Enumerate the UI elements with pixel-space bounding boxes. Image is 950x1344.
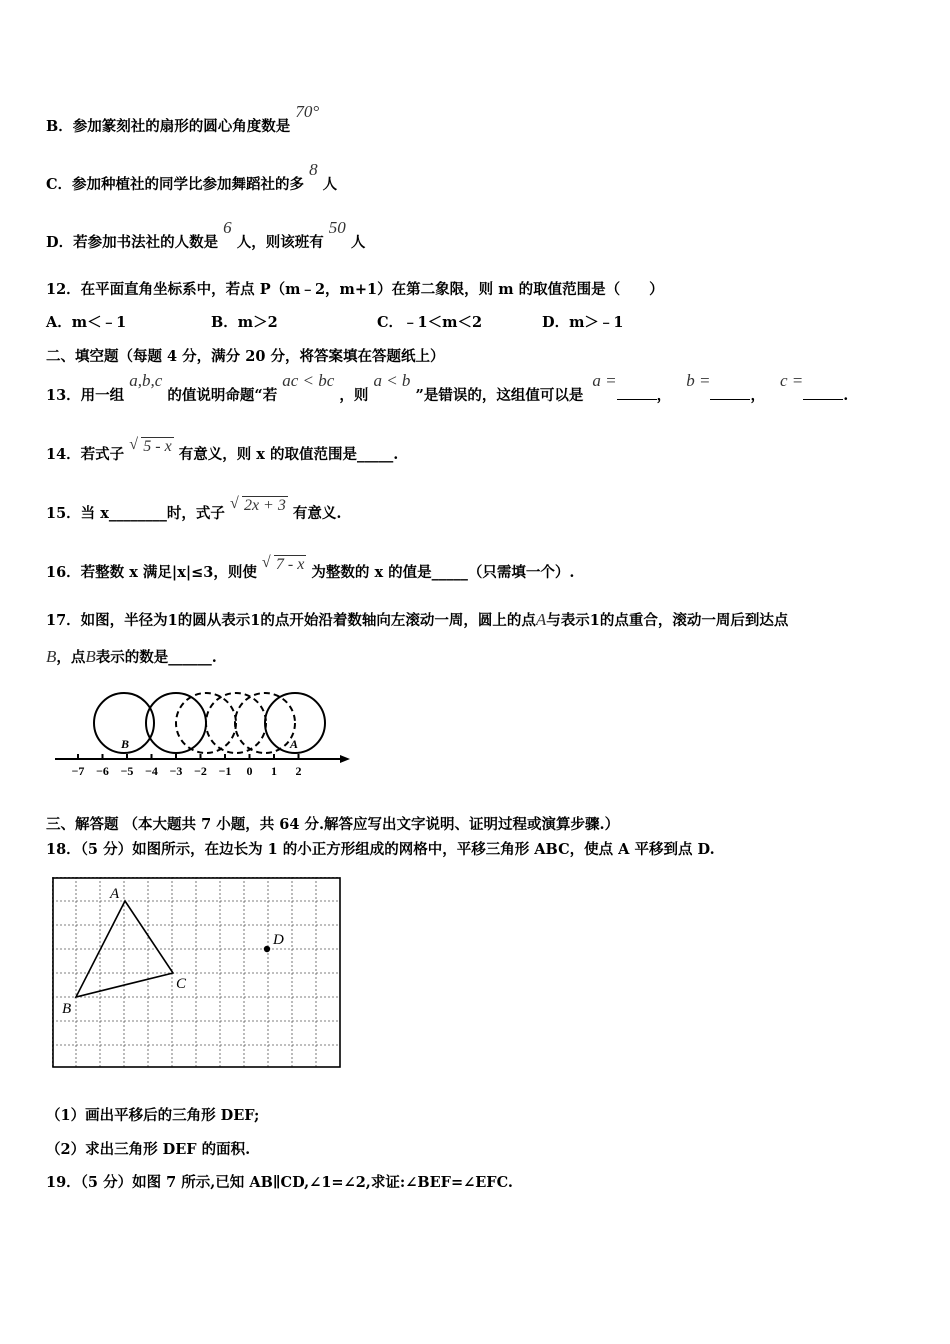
tick-label: −6 bbox=[96, 764, 109, 778]
section-2-heading: 二、填空题（每题 4 分，满分 20 分，将答案填在答题纸上） bbox=[46, 348, 445, 365]
vertex-label-b: B bbox=[62, 1001, 72, 1017]
q15-radical: √ 2x + 3 bbox=[229, 495, 286, 514]
q14-radicand: 5 - x bbox=[143, 438, 172, 455]
q16-text1: 16．若整数 x 满足|x|≤3，则使 bbox=[46, 564, 257, 581]
tick-label: −4 bbox=[145, 764, 158, 778]
q13-text1: 13．用一组 bbox=[46, 387, 125, 404]
q13-condition: ac < bc bbox=[282, 371, 335, 390]
q11-option-c bbox=[46, 160, 338, 195]
q13-a-label: a = bbox=[592, 371, 617, 390]
q16-radicand: 7 - x bbox=[275, 556, 305, 573]
q15 bbox=[46, 495, 342, 524]
q18-stem: 18．（5 分）如图所示，在边长为 1 的小正方形组成的网格中，平移三角形 ABC，使点 A 平移到点 D. bbox=[46, 841, 715, 858]
q18-part2: （2）求出三角形 DEF 的面积. bbox=[46, 1141, 251, 1158]
tick-label: −7 bbox=[71, 764, 85, 778]
q17-point-a: A bbox=[535, 610, 547, 629]
tick-label: 1 bbox=[271, 764, 277, 778]
vertex-label-a: A bbox=[110, 886, 120, 902]
q13-text3: ，则 bbox=[339, 387, 369, 404]
point-label-d: D bbox=[273, 932, 284, 948]
q14-text2: 有意义，则 x 的取值范围是_____. bbox=[178, 446, 399, 463]
q13-b-label: b = bbox=[686, 371, 711, 390]
q13-vars: a,b,c bbox=[129, 371, 163, 390]
q12-stem: 12．在平面直角坐标系中，若点 P（m﹣2，m+1）在第二象限，则 m 的取值范围是（ ） bbox=[46, 281, 664, 298]
q12-option-a: A．m＜﹣1 bbox=[46, 314, 127, 331]
option-d-value2: 50 bbox=[328, 218, 346, 237]
option-d-mid: 人，则该班有 bbox=[236, 234, 324, 251]
tick-label: −3 bbox=[169, 764, 183, 778]
q15-text2: 有意义. bbox=[292, 505, 342, 522]
q14-text1: 14．若式子 bbox=[46, 446, 125, 463]
q17-line2 bbox=[46, 647, 217, 668]
q12-option-b: B．m＞2 bbox=[211, 314, 278, 331]
circle-label-a: A bbox=[290, 737, 299, 751]
q11-option-b bbox=[46, 102, 320, 137]
q13-b-blank bbox=[710, 385, 750, 400]
option-c-value: 8 bbox=[309, 160, 318, 179]
q17-text2: 与表示1的点重合，滚动一周后到达点 bbox=[546, 612, 789, 629]
q13: 13．用一组 a,b,c 的值说明命题“若 ac < bc ，则 a < b ”是错误的，这组值可以是 a =， b =， c =. bbox=[46, 371, 849, 404]
q13-c-blank bbox=[803, 385, 843, 400]
q13-text2: 的值说明命题“若 bbox=[167, 387, 278, 404]
option-b-text: B．参加篆刻社的扇形的圆心角度数是 bbox=[46, 118, 291, 135]
tick-label: −5 bbox=[120, 764, 134, 778]
q17-text4: 表示的数是______. bbox=[95, 649, 217, 666]
q17-line1 bbox=[46, 610, 788, 631]
q12-option-d: D．m＞﹣1 bbox=[542, 314, 624, 331]
grid-lines bbox=[52, 877, 340, 1067]
axis-ticks bbox=[72, 754, 302, 778]
circle-label-b: B bbox=[121, 737, 130, 751]
q14 bbox=[46, 436, 399, 465]
q16-radical: √ 7 - x bbox=[261, 554, 305, 573]
point-d bbox=[264, 946, 270, 952]
option-d-text: D．若参加书法社的人数是 bbox=[46, 234, 219, 251]
option-c-unit: 人 bbox=[322, 176, 338, 193]
option-d-unit: 人 bbox=[350, 234, 366, 251]
grid-border bbox=[53, 878, 340, 1067]
tick-label: 0 bbox=[246, 764, 253, 778]
option-c-text: C．参加种植社的同学比参加舞蹈社的多 bbox=[46, 176, 305, 193]
q15-radicand: 2x + 3 bbox=[243, 497, 286, 514]
q19-stem: 19．（5 分）如图 7 所示,已知 AB∥CD,∠1=∠2,求证:∠BEF=∠EFC. bbox=[46, 1174, 513, 1191]
axis-arrow-icon bbox=[340, 755, 350, 763]
q17-point-b2: B bbox=[85, 647, 96, 666]
q13-c-label: c = bbox=[780, 371, 804, 390]
q18-part1: （1）画出平移后的三角形 DEF; bbox=[46, 1107, 260, 1124]
option-d-value1: 6 bbox=[223, 218, 232, 237]
q17-point-b: B bbox=[46, 647, 57, 666]
option-b-value: 70° bbox=[295, 102, 320, 121]
tick-label: −2 bbox=[194, 764, 207, 778]
q12-option-c: C．﹣1＜m＜2 bbox=[377, 314, 483, 331]
number-line-figure bbox=[50, 685, 355, 780]
q11-option-d bbox=[46, 218, 366, 253]
q14-radical: √ 5 - x bbox=[129, 436, 172, 455]
tick-label: 2 bbox=[295, 764, 302, 778]
q13-text4: ”是错误的，这组值可以是 bbox=[415, 387, 584, 404]
q16 bbox=[46, 554, 575, 583]
grid-figure bbox=[52, 877, 342, 1069]
q13-conclusion: a < b bbox=[373, 371, 411, 390]
q17-text1: 17．如图，半径为1的圆从表示1的点开始沿着数轴向左滚动一周，圆上的点 bbox=[46, 612, 536, 629]
q17-text3: ，点 bbox=[56, 649, 86, 666]
q15-text1: 15．当 x________时，式子 bbox=[46, 505, 225, 522]
section-3-heading: 三、解答题 （本大题共 7 小题，共 64 分.解答应写出文字说明、证明过程或演算步骤.） bbox=[46, 816, 620, 833]
q13-a-blank bbox=[617, 385, 657, 400]
tick-label: −1 bbox=[218, 764, 232, 778]
vertex-label-c: C bbox=[176, 976, 187, 992]
q16-text2: 为整数的 x 的值是_____（只需填一个）. bbox=[311, 564, 575, 581]
